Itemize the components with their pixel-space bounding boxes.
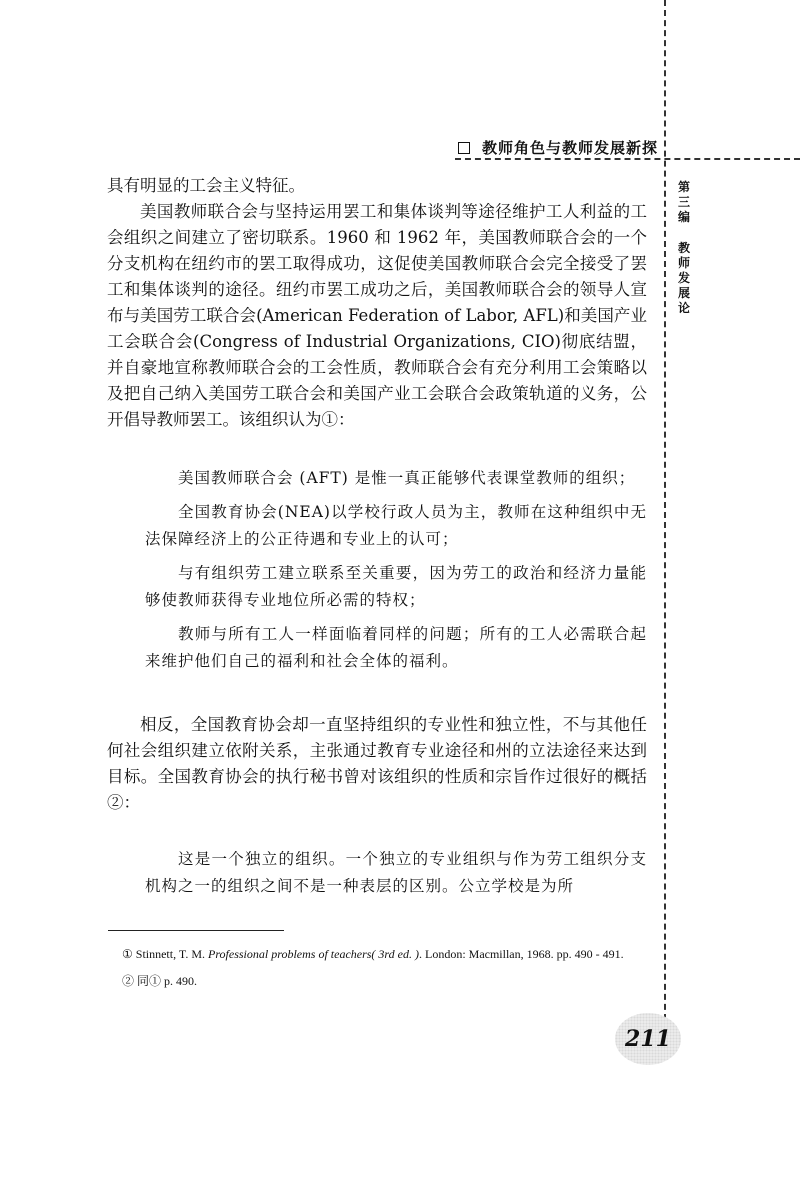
dashed-vertical-guide [664,0,666,1030]
footnote-rule [108,930,284,931]
running-header [458,137,658,158]
paragraph: 具有明显的工会主义特征。 [107,176,305,195]
footnote-2: ② 同① p. 490. [122,974,198,988]
page-number-badge [615,1013,681,1065]
quote-item: 美国教师联合会 (AFT) 是惟一真正能够代表课堂教师的组织； [178,469,636,487]
side-tab-part: 第三编 [677,180,690,224]
footnote-author: Stinnett, T. M. [135,947,205,961]
quote-item: 这是一个独立的组织。一个独立的专业组织与作为劳工组织分支机构之一的组织之间不是一种表层的区别。公立学校是为所 [145,850,647,895]
block-quote-2 [145,846,647,907]
side-tab-title: 教师发展论 [677,241,690,315]
footnote-1 [108,944,648,964]
quote-item: 教师与所有工人一样面临着同样的问题；所有的工人必需联合起来维护他们自己的福利和社会全体的福利。 [145,625,647,670]
running-header-title: 教师角色与教师发展新探 [482,139,659,157]
body-text-middle [107,712,647,816]
footnote-marker: ① [122,947,133,961]
footnote-book-title: Professional problems of teachers( 3rd ed. ) [208,947,419,961]
dashed-header-rule [455,158,800,160]
quote-item: 全国教育协会(NEA)以学校行政人员为主，教师在这种组织中无法保障经济上的公正待遇和专业上的认可； [145,503,647,548]
block-quote-1 [145,465,647,682]
footnote-publisher: . London: Macmillan, 1968. pp. 490 - 491. [418,947,624,961]
footnotes [108,944,648,991]
square-box-icon [458,142,470,154]
body-text-top [107,173,647,433]
paragraph: 美国教师联合会与坚持运用罢工和集体谈判等途径维护工人利益的工会组织之间建立了密切联系。1960 和 1962 年，美国教师联合会的一个分支机构在纽约市的罢工取得成功，这促使美国教师联合会完全接受了罢工和集体谈判的途径。纽约市罢工成功之后，美国教师联合会的领导人宣布与美国劳工联合会(American Federation of Labor, AFL)和美国产业工会联合会(Congress of Industrial Organizations, CIO)彻底结盟，并自豪地宣称教师联合会的工会性质，教师联合会有充分利用工会策略以及把自己纳入美国劳工联合会和美国产业工会联合会政策轨道的义务，公开倡导教师罢工。该组织认为①： [107,202,647,429]
page-number: 211 [625,1026,671,1052]
paragraph: 相反，全国教育协会却一直坚持组织的专业性和独立性，不与其他任何社会组织建立依附关系，主张通过教育专业途径和州的立法途径来达到目标。全国教育协会的执行秘书曾对该组织的性质和宗旨作过很好的概括②： [107,715,647,812]
quote-item: 与有组织劳工建立联系至关重要，因为劳工的政治和经济力量能够使教师获得专业地位所必需的特权； [145,564,647,609]
